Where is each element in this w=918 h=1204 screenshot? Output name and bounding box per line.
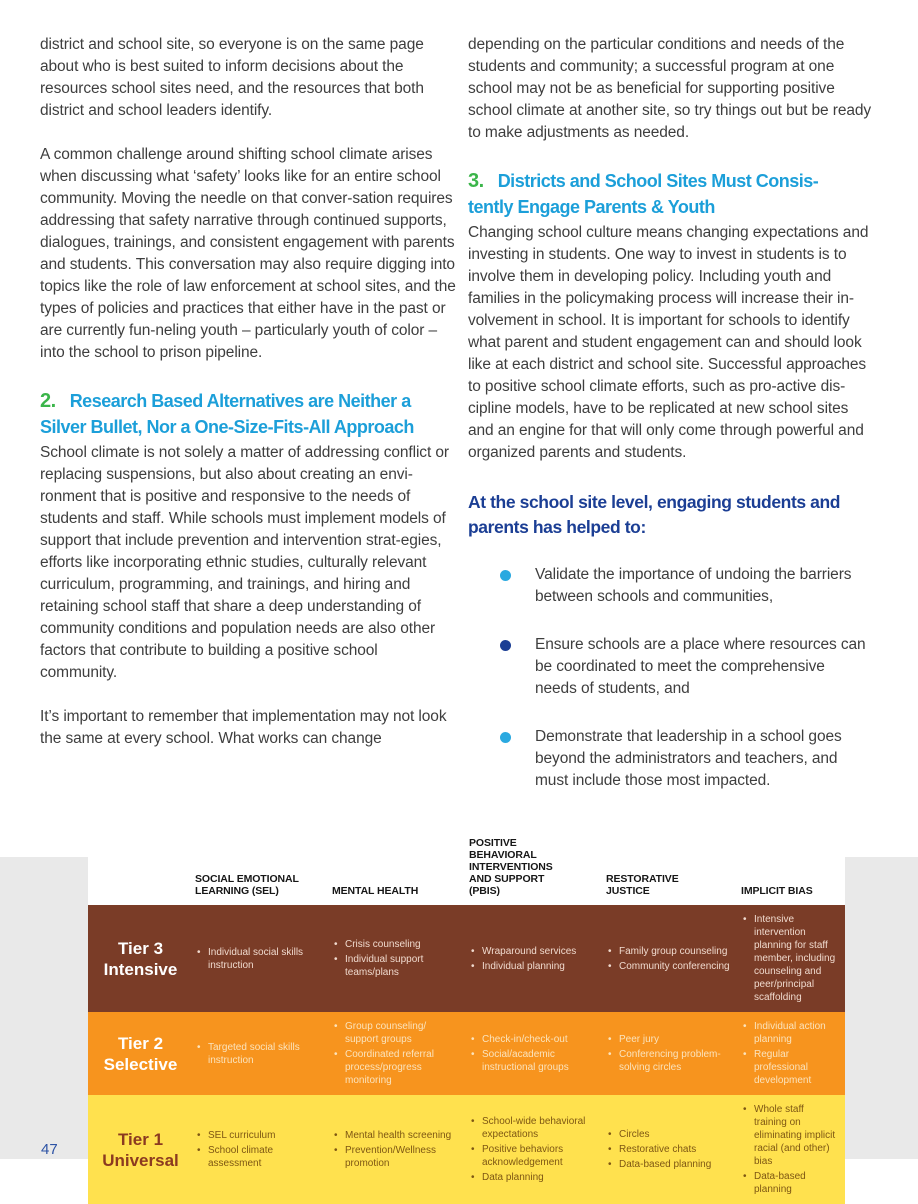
tier-name: Tier 3 — [117, 938, 164, 958]
cell-bullet-item: • School-wide behavioral expectations — [469, 1115, 596, 1141]
table-cell — [330, 1012, 467, 1095]
cell-bullet-item: • Social/academic instructional groups — [469, 1048, 596, 1074]
cell-bullet-item: • Coordinated referral process/progress monitoring — [332, 1048, 459, 1087]
two-column-body — [40, 34, 878, 818]
table-row — [88, 1095, 845, 1204]
section-heading-2-line1: Research Based Alternatives are Neither a — [69, 391, 411, 411]
cell-bullet-item: • Whole staff training on eliminating implicit racial (and other) bias — [741, 1103, 837, 1168]
cell-bullet-item: • Data-based planning — [606, 1158, 711, 1171]
table-cell — [193, 1095, 330, 1204]
column-header: RESTORATIVE JUSTICE — [606, 873, 679, 897]
bullet-item — [468, 634, 878, 700]
section-number-2: 2. — [40, 390, 56, 412]
cell-bullet-item: • SEL curriculum — [195, 1129, 322, 1142]
bullet-text: Ensure schools are a place where resources can be coordinated to meet the comprehensive needs of students, and — [535, 636, 866, 697]
column-header: IMPLICIT BIAS — [741, 885, 813, 897]
table-cell — [604, 1012, 739, 1095]
tier-label — [88, 1095, 193, 1204]
table-header-row — [88, 822, 845, 905]
cell-bullet-item: • Conferencing problem-solving circles — [606, 1048, 731, 1074]
column-header: MENTAL HEALTH — [332, 885, 419, 897]
right-column — [468, 34, 878, 818]
table-cell — [604, 1095, 739, 1204]
cell-bullet-item: • Mental health screening — [332, 1129, 459, 1142]
cell-bullet-item: • Community conferencing — [606, 960, 730, 973]
bullet-dot-icon — [500, 570, 511, 581]
cell-bullet-item: • Individual support teams/plans — [332, 953, 459, 979]
cell-bullet-item: • Wraparound services — [469, 945, 576, 958]
section-number-3: 3. — [468, 170, 484, 192]
bullet-list — [468, 564, 878, 792]
tier-name: Tier 1 — [117, 1129, 164, 1149]
bullet-text: Validate the importance of undoing the barriers between schools and communities, — [535, 566, 852, 605]
table-cell — [604, 905, 739, 1012]
cell-bullet-item: • Restorative chats — [606, 1143, 711, 1156]
table-cell — [739, 905, 845, 1012]
table-cell — [739, 1095, 845, 1204]
tier-level: Selective — [103, 1054, 178, 1074]
table-cell — [330, 1095, 467, 1204]
bullet-item — [468, 726, 878, 792]
table-cell — [467, 905, 604, 1012]
tier-name: Tier 2 — [117, 1033, 164, 1053]
cell-bullet-item: • School climate assessment — [195, 1144, 322, 1170]
bullet-text: Demonstrate that leadership in a school goes beyond the administrators and teachers, and must include those most impacted. — [535, 728, 842, 789]
cell-bullet-item: • Data-based planning — [741, 1170, 837, 1196]
paragraph: It’s important to remember that implementation may not look the same at every school. What works can change — [40, 708, 447, 747]
cell-bullet-item: • Family group counseling — [606, 945, 730, 958]
cell-bullet-item: • Prevention/Wellness promotion — [332, 1144, 459, 1170]
table-corner-cell — [88, 822, 193, 905]
page-number: 47 — [41, 1141, 58, 1158]
table-cell — [467, 1012, 604, 1095]
tier-level: Universal — [102, 1150, 179, 1170]
table-cell — [330, 905, 467, 1012]
tier-label — [88, 905, 193, 1012]
cell-bullet-item: • Targeted social skills instruction — [195, 1041, 322, 1067]
table-row — [88, 905, 845, 1012]
table-cell — [467, 1095, 604, 1204]
tier-level: Intensive — [103, 959, 178, 979]
callout-subheading: At the school site level, engaging students and parents has helped to: — [468, 492, 841, 537]
cell-bullet-item: • Data planning — [469, 1171, 596, 1184]
section-heading-2-line2: Silver Bullet, Nor a One-Size-Fits-All Approach — [40, 417, 414, 437]
cell-bullet-item: • Individual social skills instruction — [195, 946, 322, 972]
bullet-dot-icon — [500, 732, 511, 743]
cell-bullet-item: • Positive behaviors acknowledgement — [469, 1143, 596, 1169]
paragraph: depending on the particular conditions and needs of the students and community; a successful program at one school may not be as beneficial for supporting positive school climate at another site, so try things out but be ready to make adjustments as needed. — [468, 36, 872, 141]
bullet-dot-icon — [500, 640, 511, 651]
paragraph: A common challenge around shifting school climate arises when discussing what ‘safety’ looks like for an entire school community. Moving the needle on that conver-sation requires addressing that safety narrative through continued supports, dialogues, trainings, and consistent engagement with parents and students. This conversation may also require digging into topics like the role of law enforcement at school sites, and the types of policies and practices that either have in the past or are currently fun-neling youth – particularly youth of color – into the school to prison pipeline. — [40, 146, 456, 361]
tiered-supports-table — [88, 822, 845, 1204]
left-column — [40, 34, 458, 818]
cell-bullet-item: • Intensive intervention planning for staff member, including counseling and peer/principal scaffolding — [741, 913, 837, 1004]
bullet-item — [468, 564, 878, 608]
tier-label — [88, 1012, 193, 1095]
cell-bullet-item: • Check-in/check-out — [469, 1033, 596, 1046]
paragraph: district and school site, so everyone is on the same page about who is best suited to inform decisions about the resources school sites need, and the resources that both district and school leaders identify. — [40, 36, 424, 119]
table-cell — [193, 905, 330, 1012]
cell-bullet-item: • Peer jury — [606, 1033, 731, 1046]
column-header: SOCIAL EMOTIONAL LEARNING (SEL) — [195, 873, 299, 897]
section-heading-2 — [40, 388, 458, 440]
cell-bullet-item: • Circles — [606, 1128, 711, 1141]
cell-bullet-item: • Crisis counseling — [332, 938, 459, 951]
cell-bullet-item: • Individual planning — [469, 960, 576, 973]
cell-bullet-item: • Group counseling/ support groups — [332, 1020, 459, 1046]
table-cell — [739, 1012, 845, 1095]
paragraph: School climate is not solely a matter of addressing conflict or replacing suspensions, but also about creating an envi-ronment that is positive and responsive to the needs of students and staff. While schools must implement models of support that include prevention and intervention strat-egies, efforts like incorporating ethnic studies, culturally relevant curriculum, programming, and trainings, and hiring and retaining school staff that share a deep understanding of community conditions and population needs are also other factors that contribute to building a positive school community. — [40, 444, 449, 681]
paragraph: Changing school culture means changing expectations and investing in students. One way to invest in students is to involve them in developing policy. Including youth and families in the policymaking process will increase their in-volvement in school. It is important for schools to identify what parent and student engagement can and should look like at each district and school site. Successful approaches to positive school climate efforts, such as pro-active dis-cipline models, have to be replicated at new school sites and an engine for that will only come through powerful and organized parents and students. — [468, 224, 869, 461]
section-heading-3-line1: Districts and School Sites Must Consis- — [497, 171, 819, 191]
table-cell — [193, 1012, 330, 1095]
section-heading-3 — [468, 168, 878, 220]
table-row — [88, 1012, 845, 1095]
cell-bullet-item: • Individual action planning — [741, 1020, 837, 1046]
section-heading-3-line2: tently Engage Parents & Youth — [468, 197, 715, 217]
cell-bullet-item: • Regular professional development — [741, 1048, 837, 1087]
column-header: POSITIVE BEHAVIORAL INTERVENTIONS AND SUPPORT (PBIS) — [469, 837, 553, 897]
